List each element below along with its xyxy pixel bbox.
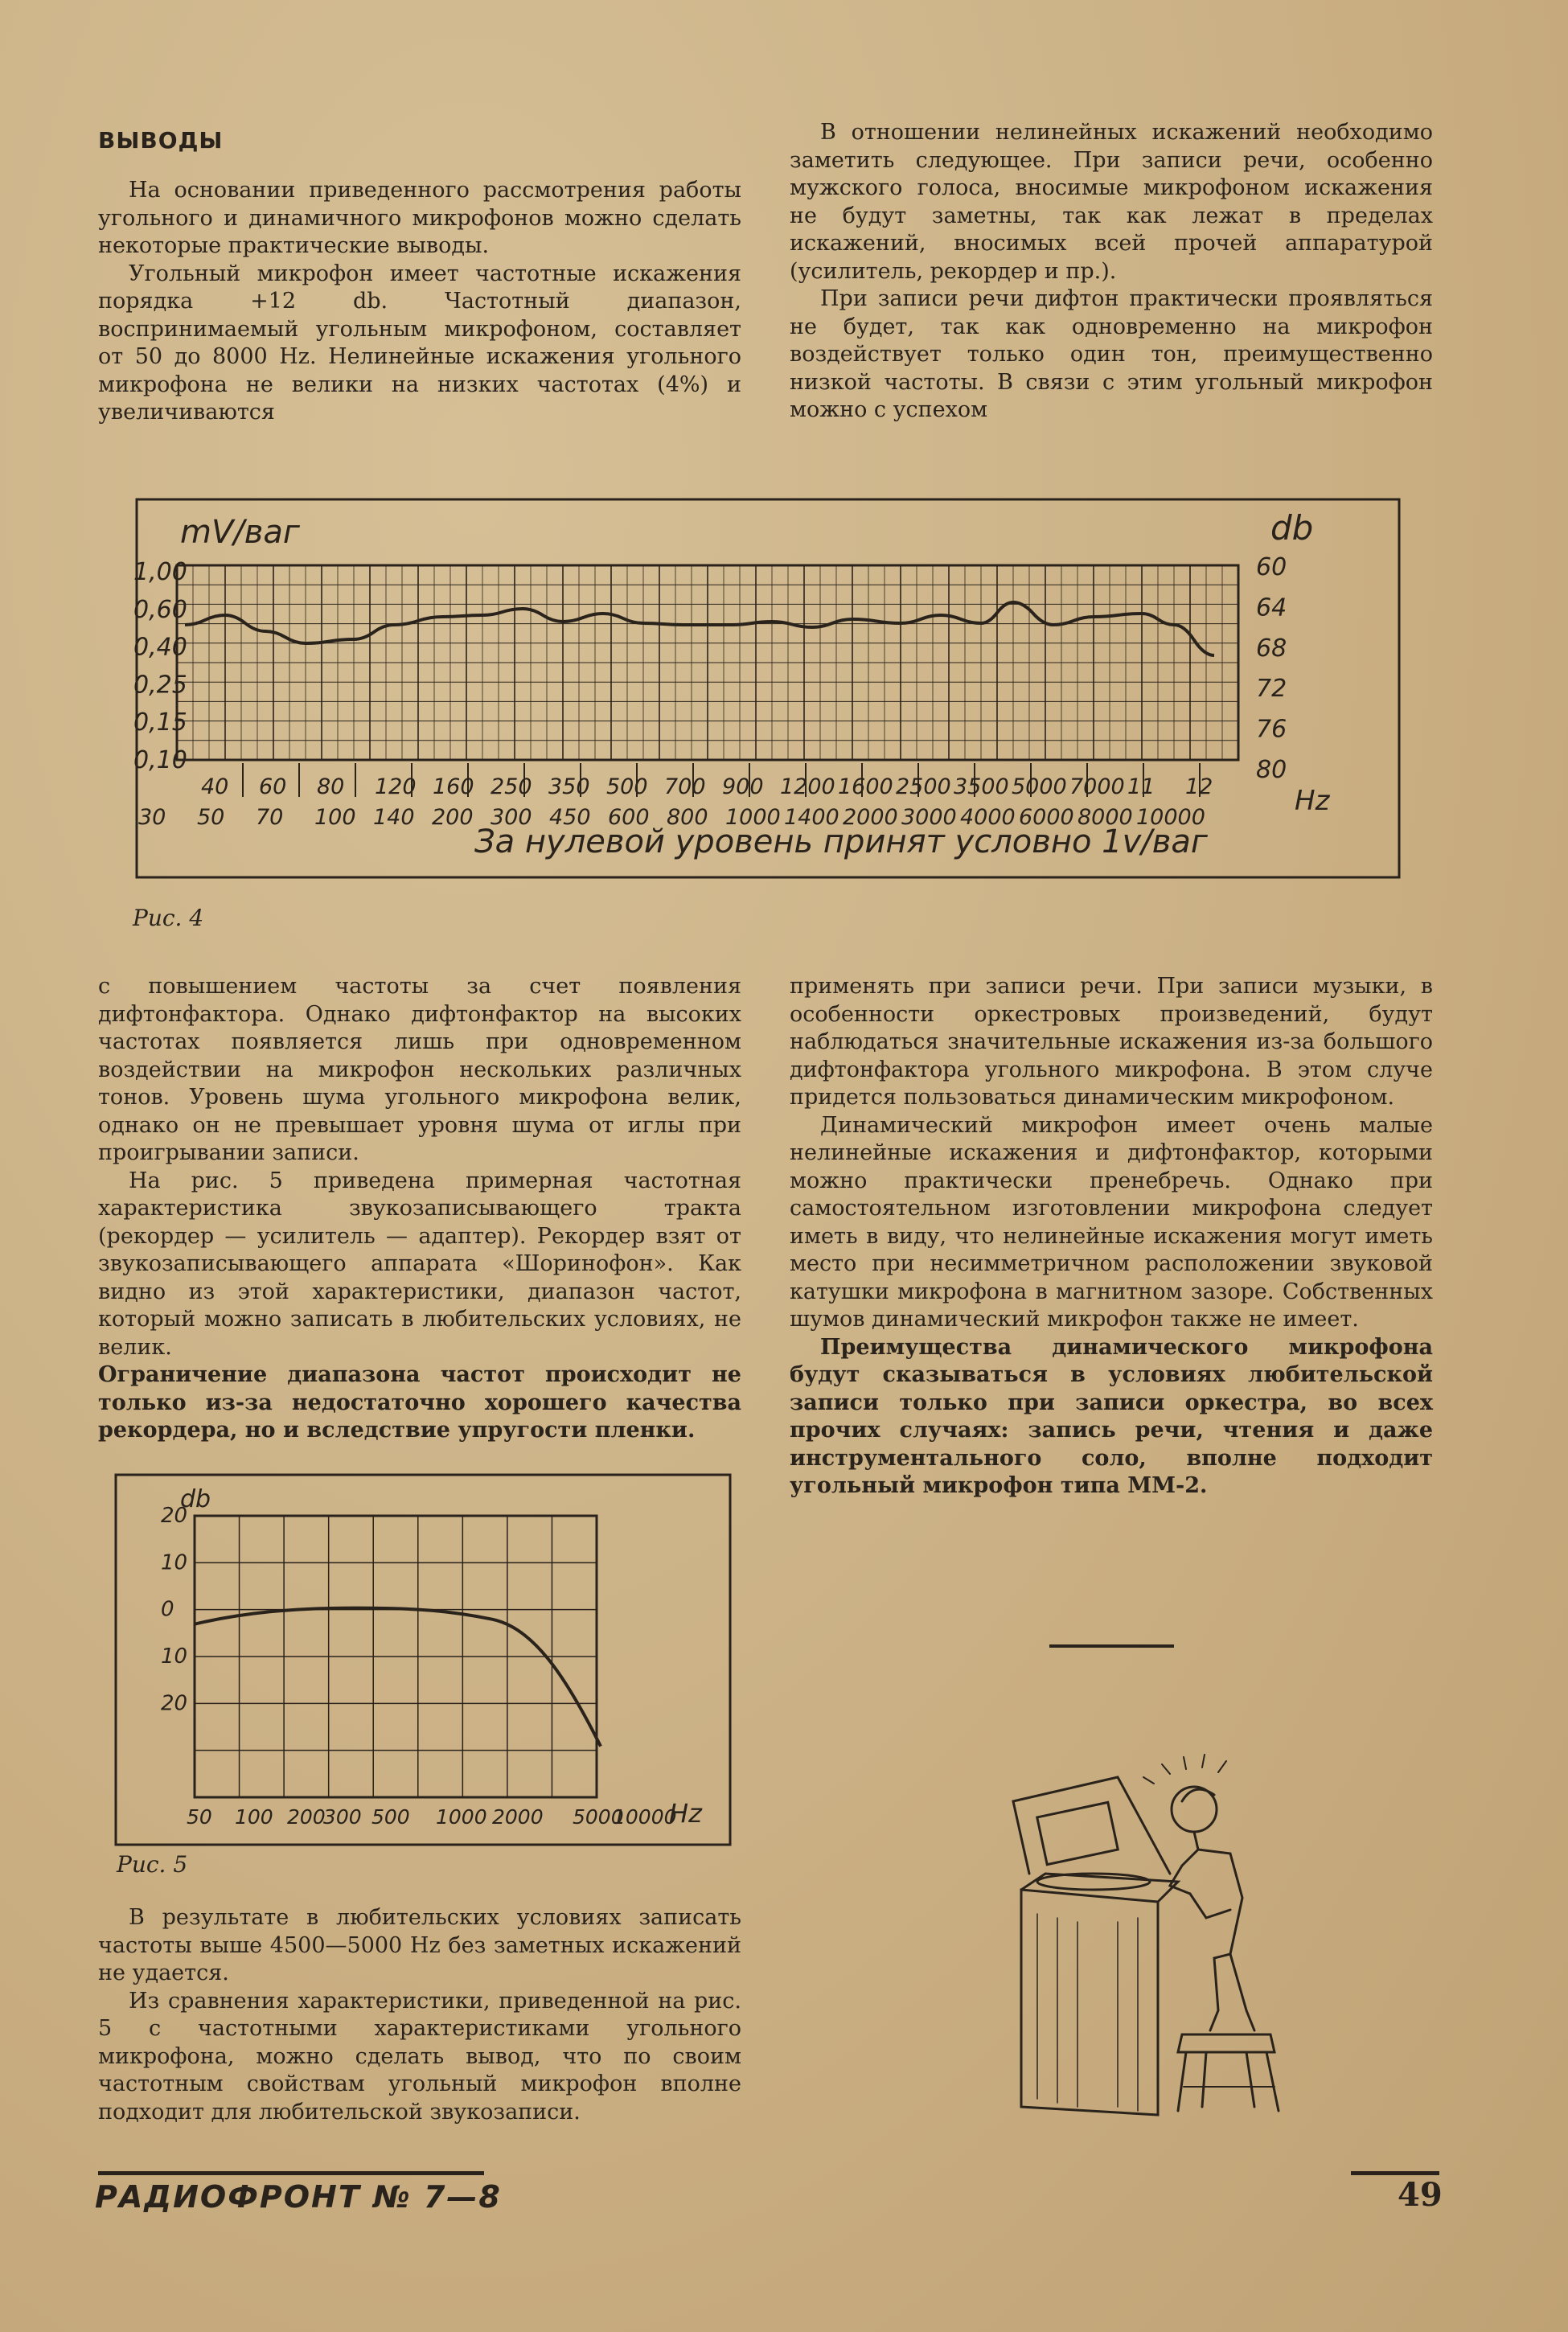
paragraph: При записи речи дифтон практически проявляться не будет, так как одновременно на микрофон воздействует только один тон, преимущественно низкой частоты. В связи с этим угольный микрофон можно с успехом	[790, 286, 1433, 422]
figure-4-lower-x-label: 4000	[960, 805, 1016, 830]
figure-4-x-unit: Hz	[1295, 785, 1330, 817]
figure-4-left-tick: 0,15	[133, 708, 187, 737]
figure-4-upper-x-label: 900	[722, 774, 764, 799]
figure-5-grid	[195, 1516, 597, 1797]
paragraph: Из сравнения характеристики, приведенной на рис. 5 с частотными характеристиками угольного микрофона, можно сделать вывод, что по своим частотным свойствам угольный микрофон вполне подходит для любительской звукозаписи.	[98, 1988, 741, 2125]
figure-4-lower-x-label: 50	[197, 805, 225, 830]
figure-5-x-label: 100	[235, 1805, 273, 1829]
figure-4-right-tick: 76	[1256, 715, 1287, 744]
figure-4-lower-x-label: 2000	[843, 805, 898, 830]
paragraph: Динамический микрофон имеет очень малые нелинейные искажения и дифтонфактор, которыми можно практически пренебречь. Однако при самостоятельном изготовлении микрофона следует иметь в виду, что нелинейные искажения могут иметь место при несимметричном расположении звуковой катушки микрофона в магнитном зазоре. Собственных шумов динамический микрофон также не имеет.	[790, 1112, 1433, 1332]
figure-4-upper-x-label: 120	[375, 774, 417, 799]
figure-4-lower-x-label: 3000	[901, 805, 957, 830]
figure-4-upper-x-label: 250	[491, 774, 532, 799]
figure-5-y-tick: 20	[161, 1504, 188, 1528]
figure-4-upper-x-label: 60	[259, 774, 287, 799]
figure-4-lower-x-label: 10000	[1136, 805, 1205, 830]
figure-5-x-label: 2000	[492, 1805, 544, 1829]
figure-4-right-tick: 68	[1256, 634, 1287, 663]
figure-5-x-label: 200	[287, 1805, 326, 1829]
section-heading: ВЫВОДЫ	[98, 127, 224, 154]
figure-5-x-label: 50	[187, 1805, 212, 1829]
col2-mid-text	[790, 973, 1433, 1501]
figure-5-y-tick: 10	[161, 1644, 188, 1669]
figure-4-lower-x-label: 200	[432, 805, 474, 830]
figure-4-frequency-chart	[129, 495, 1407, 881]
figure-5-y-unit: db	[180, 1485, 211, 1513]
col2-top-text	[790, 119, 1433, 425]
figure-4-response-curve	[185, 602, 1214, 655]
section-end-rule	[1049, 1644, 1174, 1648]
figure-4-lower-x-label: 100	[314, 805, 356, 830]
figure-4-lower-x-label: 8000	[1077, 805, 1133, 830]
figure-4-left-tick: 0,25	[133, 671, 187, 700]
figure-4-upper-x-label: 3500	[954, 774, 1009, 799]
figure-4-lower-x-label: 1000	[725, 805, 781, 830]
figure-4-right-tick: 64	[1256, 593, 1287, 622]
figure-4-left-tick: 0,40	[133, 633, 187, 662]
figure-4-lower-x-label: 140	[373, 805, 415, 830]
figure-5-y-tick: 0	[161, 1597, 174, 1622]
paragraph: В отношении нелинейных искажений необходимо заметить следующее. При записи речи, особенно мужского голоса, вносимые микрофоном искажения не будут заметны, так как лежат в пределах искажений, вносимых всей прочей аппаратурой (усилитель, рекордер и пр.).	[790, 120, 1433, 284]
figure-5-x-label: 10000	[613, 1805, 677, 1829]
paragraph: Ограничение диапазона частот происходит не только из-за недостаточно хорошего качества рекордера, но и вследствие упругости пленки.	[98, 1362, 741, 1443]
paragraph: В результате в любительских условиях записать частоты выше 4500—5000 Hz без заметных искажений не удается.	[98, 1905, 741, 1985]
figure-4-upper-x-label: 5000	[1012, 774, 1067, 799]
illustration-recordist	[997, 1753, 1335, 2123]
figure-4-right-tick: 60	[1256, 553, 1287, 581]
col1-mid-text	[98, 973, 741, 1445]
figure-4-lower-x-label: 30	[138, 805, 166, 830]
figure-4-upper-x-label: 40	[201, 774, 229, 799]
figure-4-upper-x-label: 160	[433, 774, 474, 799]
figure-4-right-tick: 80	[1256, 756, 1287, 784]
paragraph: Преимущества динамического микрофона будут сказываться в условиях любительской записи только при записи оркестра, во всех прочих случаях: запись речи, чтения и даже инструментального соло, вполне подходит угольный микрофон типа ММ-2.	[790, 1334, 1433, 1498]
figure-4-upper-x-label: 700	[664, 774, 706, 799]
paragraph: с повышением частоты за счет появления дифтонфактора. Однако дифтонфактор на высоких частотах появляется лишь при одновременном воздействии на микрофон нескольких различных тонов. Уровень шума угольного микрофона велик, однако он не превышает уровня шума от иглы при проигрывании записи.	[98, 974, 741, 1165]
figure-4-lower-x-label: 1400	[784, 805, 839, 830]
page-number: 49	[1398, 2176, 1443, 2214]
figure-4-left-tick: 1,00	[133, 558, 187, 586]
paragraph: Угольный микрофон имеет частотные искажения порядка +12 db. Частотный диапазон, воспринимаемый угольным микрофоном, составляет от 50 до 8000 Hz. Нелинейные искажения угольного микрофона не велики на низких частотах (4%) и увеличиваются	[98, 261, 741, 425]
figure-4-lower-x-label: 70	[256, 805, 284, 830]
figure-5-x-unit: Hz	[669, 1798, 702, 1829]
figure-4-upper-x-label: 80	[317, 774, 345, 799]
figure-4-upper-x-label: 11	[1127, 774, 1155, 799]
figure-4-right-unit: db	[1270, 508, 1314, 548]
figure-4-lower-x-label: 450	[549, 805, 591, 830]
paragraph: На основании приведенного рассмотрения работы угольного и динамичного микрофонов можно сделать некоторые практические выводы.	[98, 178, 741, 258]
figure-4-lower-x-label: 600	[608, 805, 650, 830]
figure-4-note: За нулевой уровень принят условно 1v/ваг	[474, 823, 1208, 860]
figure-5-y-tick: 20	[161, 1691, 188, 1716]
figure-4-upper-x-label: 12	[1185, 774, 1213, 799]
paragraph: На рис. 5 приведена примерная частотная характеристика звукозаписывающего тракта (рекордер — усилитель — адаптер). Рекордер взят от звукозаписывающего аппарата «Шоринофон». Как видно из этой характеристики, диапазон частот, который можно записать в любительских условиях, не велик.	[98, 1168, 741, 1360]
figure-4-upper-x-label: 350	[548, 774, 590, 799]
figure-5-recording-chart	[114, 1472, 733, 1850]
figure-5-x-label: 300	[323, 1805, 362, 1829]
col1-bottom-text	[98, 1904, 741, 2126]
figure-5-x-label: 1000	[436, 1805, 487, 1829]
footer-rule-right	[1351, 2171, 1439, 2175]
figure-4-upper-x-label: 2500	[896, 774, 951, 799]
figure-4-lower-x-label: 300	[491, 805, 532, 830]
figure-5-x-label: 500	[371, 1805, 410, 1829]
figure-4-upper-x-label: 7000	[1069, 774, 1125, 799]
figure-5-x-label: 5000	[573, 1805, 624, 1829]
figure-4-left-tick: 0,10	[133, 746, 187, 774]
figure-5-caption: Рис. 5	[117, 1851, 188, 1878]
figure-5-response-curve	[195, 1608, 601, 1747]
figure-5-y-tick: 10	[161, 1550, 188, 1575]
col1-top-text	[98, 177, 741, 427]
figure-4-left-tick: 0,60	[133, 595, 187, 624]
figure-4-upper-x-label: 1600	[838, 774, 893, 799]
figure-4-left-unit: mV/ваг	[180, 514, 300, 551]
figure-4-lower-x-label: 6000	[1019, 805, 1074, 830]
footer-magazine-title: РАДИОФРОНТ № 7—8	[95, 2179, 502, 2215]
figure-5-frame	[116, 1475, 730, 1845]
paragraph: применять при записи речи. При записи музыки, в особенности оркестровых произведений, будут наблюдаться значительные искажения из-за большого дифтонфактора угольного микрофона. В этом случе придется пользоваться динамическим микрофоном.	[790, 974, 1433, 1110]
figure-4-caption: Рис. 4	[133, 905, 204, 931]
footer-rule-left	[98, 2171, 484, 2175]
figure-4-grid	[177, 565, 1238, 797]
figure-4-lower-x-label: 800	[667, 805, 708, 830]
figure-4-upper-x-label: 1200	[780, 774, 835, 799]
figure-4-right-tick: 72	[1256, 675, 1287, 704]
figure-4-upper-x-label: 500	[606, 774, 648, 799]
